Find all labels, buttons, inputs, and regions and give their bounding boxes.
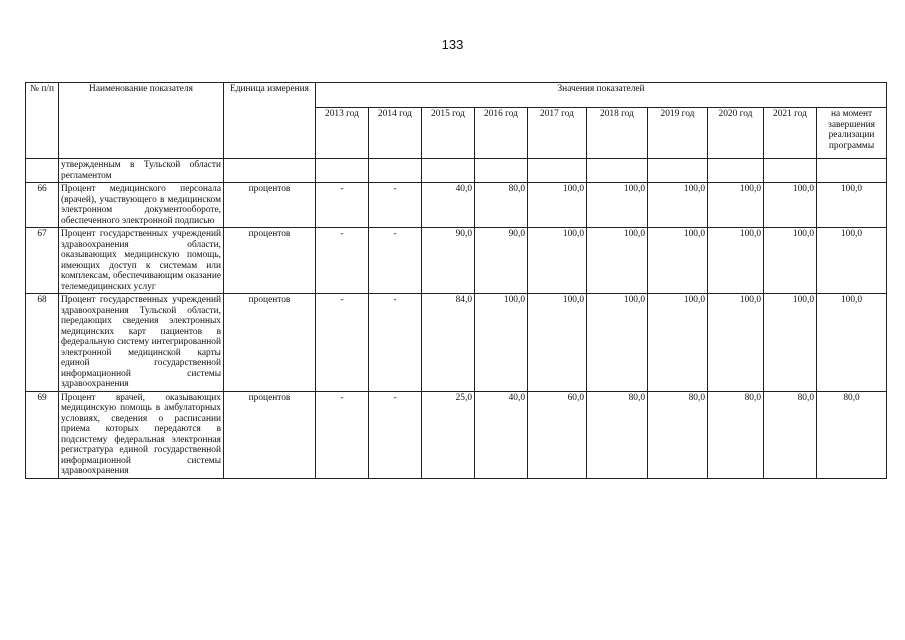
cell-value: 100,0 — [587, 228, 648, 294]
cell-value — [316, 159, 369, 183]
cell-name: Процент медицинского персонала (врачей), участвующего в медицинском электронном документообороте, обеспеченного электронной подписью — [59, 183, 224, 228]
cell-value: 100,0 — [528, 183, 587, 228]
table-row — [26, 183, 887, 228]
cell-num — [26, 159, 59, 183]
cell-value: 90,0 — [422, 228, 475, 294]
cell-value: 100,0 — [528, 294, 587, 392]
cell-unit — [224, 159, 316, 183]
header-year: 2014 год — [369, 108, 422, 159]
indicators-table — [25, 82, 887, 479]
header-num: № п/п — [26, 83, 59, 159]
header-year: 2013 год — [316, 108, 369, 159]
page-number: 133 — [441, 37, 464, 52]
cell-value: - — [369, 183, 422, 228]
cell-value — [369, 159, 422, 183]
cell-value: 100,0 — [708, 183, 764, 228]
header-values-group: Значения показателей — [316, 83, 887, 108]
cell-value — [528, 159, 587, 183]
table-row — [26, 228, 887, 294]
cell-value: 100,0 — [648, 294, 708, 392]
cell-value: 80,0 — [764, 391, 817, 478]
cell-value: 40,0 — [422, 183, 475, 228]
header-final: на момент завершения реализации программы — [817, 108, 887, 159]
cell-value: 80,0 — [708, 391, 764, 478]
cell-value: 100,0 — [648, 183, 708, 228]
cell-value — [587, 159, 648, 183]
cell-value — [817, 159, 887, 183]
cell-value — [475, 159, 528, 183]
cell-name: утвержденным в Тульской области регламентом — [59, 159, 224, 183]
cell-name: Процент государственных учреждений здравоохранения области, оказывающих медицинскую помощь, имеющих доступ к системам или комплексам, обеспечивающим оказание телемедицинских услуг — [59, 228, 224, 294]
cell-value — [648, 159, 708, 183]
cell-value: 80,0 — [587, 391, 648, 478]
cell-value: 100,0 — [817, 294, 887, 392]
cell-value — [764, 159, 817, 183]
cell-value: 100,0 — [764, 183, 817, 228]
cell-value: 100,0 — [708, 228, 764, 294]
cell-value: 100,0 — [648, 228, 708, 294]
cell-num: 67 — [26, 228, 59, 294]
cell-num: 69 — [26, 391, 59, 478]
cell-value: 100,0 — [817, 228, 887, 294]
cell-value: 40,0 — [475, 391, 528, 478]
cell-unit: процентов — [224, 228, 316, 294]
cell-value: 100,0 — [587, 294, 648, 392]
cell-value: 60,0 — [528, 391, 587, 478]
cell-unit: процентов — [224, 294, 316, 392]
header-year: 2020 год — [708, 108, 764, 159]
cell-value: 80,0 — [475, 183, 528, 228]
cell-value: 80,0 — [817, 391, 887, 478]
cell-value: - — [369, 294, 422, 392]
cell-value: - — [316, 228, 369, 294]
cell-value: 100,0 — [475, 294, 528, 392]
cell-value: 84,0 — [422, 294, 475, 392]
cell-value: 100,0 — [764, 294, 817, 392]
cell-num: 66 — [26, 183, 59, 228]
cell-name: Процент государственных учреждений здравоохранения Тульской области, передающих сведения электронных медицинских карт пациентов в федеральную систему интегрированной электронной медицинской карты единой государственной информационной системы здравоохранения — [59, 294, 224, 392]
header-year: 2017 год — [528, 108, 587, 159]
header-year: 2015 год — [422, 108, 475, 159]
cell-name: Процент врачей, оказывающих медицинскую помощь в амбулаторных условиях, сведения о расписании приема которых передаются в подсистему федеральная электронная регистратура единой государственной информационной системы здравоохранения — [59, 391, 224, 478]
cell-value — [422, 159, 475, 183]
cell-value: - — [369, 391, 422, 478]
cell-value: 100,0 — [708, 294, 764, 392]
cell-value: 100,0 — [764, 228, 817, 294]
header-row-1 — [26, 83, 887, 108]
cell-value: 25,0 — [422, 391, 475, 478]
cell-value: 80,0 — [648, 391, 708, 478]
table-row — [26, 294, 887, 392]
header-year: 2018 год — [587, 108, 648, 159]
cell-value: - — [316, 183, 369, 228]
header-year: 2019 год — [648, 108, 708, 159]
header-name: Наименование показателя — [59, 83, 224, 159]
cell-value: 100,0 — [587, 183, 648, 228]
cell-value: 90,0 — [475, 228, 528, 294]
cell-unit: процентов — [224, 183, 316, 228]
cell-value: - — [316, 391, 369, 478]
cell-value: - — [369, 228, 422, 294]
cell-value — [708, 159, 764, 183]
cell-num: 68 — [26, 294, 59, 392]
header-unit: Единица измерения — [224, 83, 316, 159]
header-year: 2016 год — [475, 108, 528, 159]
cell-value: - — [316, 294, 369, 392]
cell-value: 100,0 — [817, 183, 887, 228]
continuation-row — [26, 159, 887, 183]
cell-unit: процентов — [224, 391, 316, 478]
table-row — [26, 391, 887, 478]
cell-value: 100,0 — [528, 228, 587, 294]
header-year: 2021 год — [764, 108, 817, 159]
